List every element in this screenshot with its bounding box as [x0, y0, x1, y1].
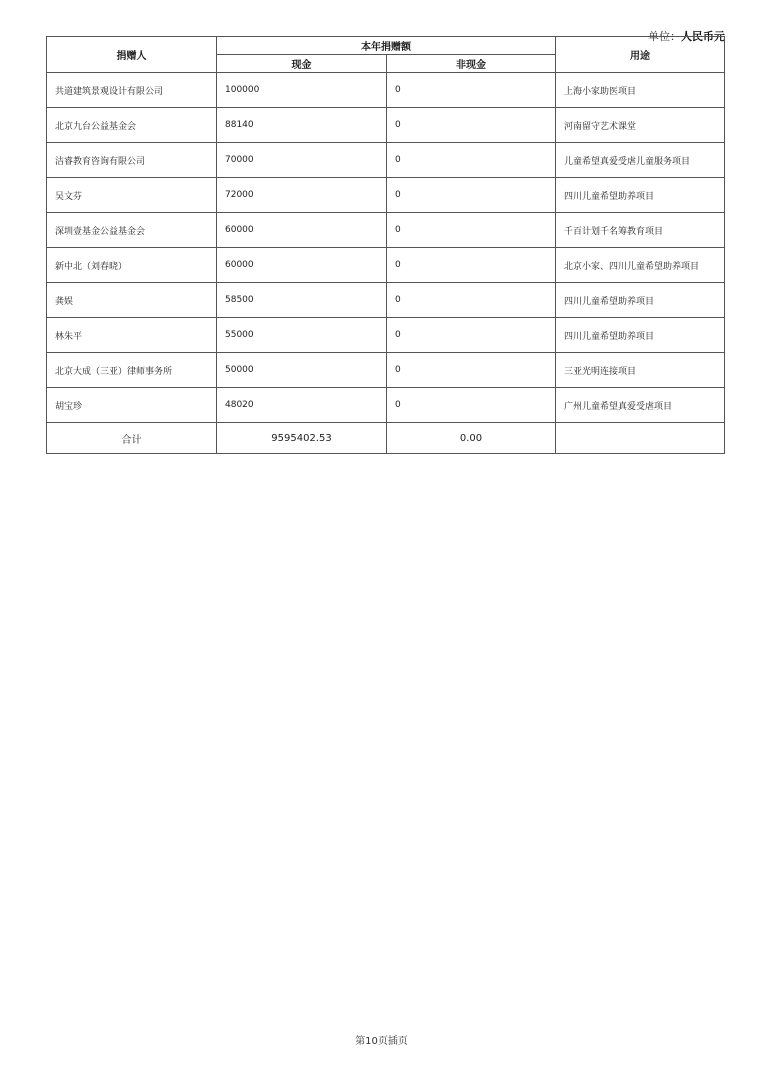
table-header-row [47, 37, 725, 55]
non-cash-cell: 0 [387, 143, 556, 178]
page-footer: 第10页插页 [355, 1036, 408, 1047]
table-row [47, 318, 725, 353]
total-label: 合计 [47, 423, 217, 454]
cash-cell: 60000 [217, 248, 387, 283]
total-cash: 9595402.53 [217, 423, 387, 454]
donor-cell: 胡宝珍 [47, 388, 217, 423]
non-cash-cell: 0 [387, 178, 556, 213]
donor-cell: 林朱平 [47, 318, 217, 353]
cash-cell: 60000 [217, 213, 387, 248]
non-cash-cell: 0 [387, 388, 556, 423]
purpose-cell: 四川儿童希望助养项目 [556, 283, 725, 318]
donor-cell: 洁睿教育咨询有限公司 [47, 143, 217, 178]
table-row [47, 213, 725, 248]
header-amount-group: 本年捐赠额 [217, 37, 556, 55]
donor-cell: 新中北（刘春晓） [47, 248, 217, 283]
purpose-cell: 北京小家、四川儿童希望助养项目 [556, 248, 725, 283]
donor-cell: 吴文芬 [47, 178, 217, 213]
cash-cell: 72000 [217, 178, 387, 213]
table-row [47, 353, 725, 388]
table-row [47, 283, 725, 318]
cash-cell: 100000 [217, 73, 387, 108]
table-row [47, 143, 725, 178]
purpose-cell: 上海小家助医项目 [556, 73, 725, 108]
purpose-cell: 儿童希望真爱受虐儿童服务项目 [556, 143, 725, 178]
header-non-cash: 非现金 [387, 55, 556, 73]
header-purpose: 用途 [556, 37, 725, 73]
non-cash-cell: 0 [387, 73, 556, 108]
cash-cell: 55000 [217, 318, 387, 353]
non-cash-cell: 0 [387, 318, 556, 353]
purpose-cell: 四川儿童希望助养项目 [556, 318, 725, 353]
unit-label: 单位： [648, 30, 681, 43]
table-row [47, 108, 725, 143]
table-row [47, 73, 725, 108]
donor-cell: 北京大成（三亚）律师事务所 [47, 353, 217, 388]
cash-cell: 88140 [217, 108, 387, 143]
donor-cell: 龚娱 [47, 283, 217, 318]
non-cash-cell: 0 [387, 248, 556, 283]
cash-cell: 70000 [217, 143, 387, 178]
purpose-cell: 广州儿童希望真爱受虐项目 [556, 388, 725, 423]
total-row [47, 423, 725, 454]
total-non-cash: 0.00 [387, 423, 556, 454]
purpose-cell: 千百计划千名筹教育项目 [556, 213, 725, 248]
purpose-cell: 四川儿童希望助养项目 [556, 178, 725, 213]
non-cash-cell: 0 [387, 108, 556, 143]
header-donor: 捐赠人 [47, 37, 217, 73]
header-cash: 现金 [217, 55, 387, 73]
table-row [47, 248, 725, 283]
donation-table [46, 36, 725, 454]
unit-value: 人民币元 [681, 30, 725, 43]
purpose-cell: 三亚光明连接项目 [556, 353, 725, 388]
donor-cell: 共道建筑景观设计有限公司 [47, 73, 217, 108]
purpose-cell: 河南留守艺术课堂 [556, 108, 725, 143]
donor-cell: 北京九台公益基金会 [47, 108, 217, 143]
cash-cell: 58500 [217, 283, 387, 318]
cash-cell: 48020 [217, 388, 387, 423]
table-row [47, 178, 725, 213]
donor-cell: 深圳壹基金公益基金会 [47, 213, 217, 248]
total-purpose [556, 423, 725, 454]
cash-cell: 50000 [217, 353, 387, 388]
non-cash-cell: 0 [387, 213, 556, 248]
non-cash-cell: 0 [387, 353, 556, 388]
non-cash-cell: 0 [387, 283, 556, 318]
table-row [47, 388, 725, 423]
